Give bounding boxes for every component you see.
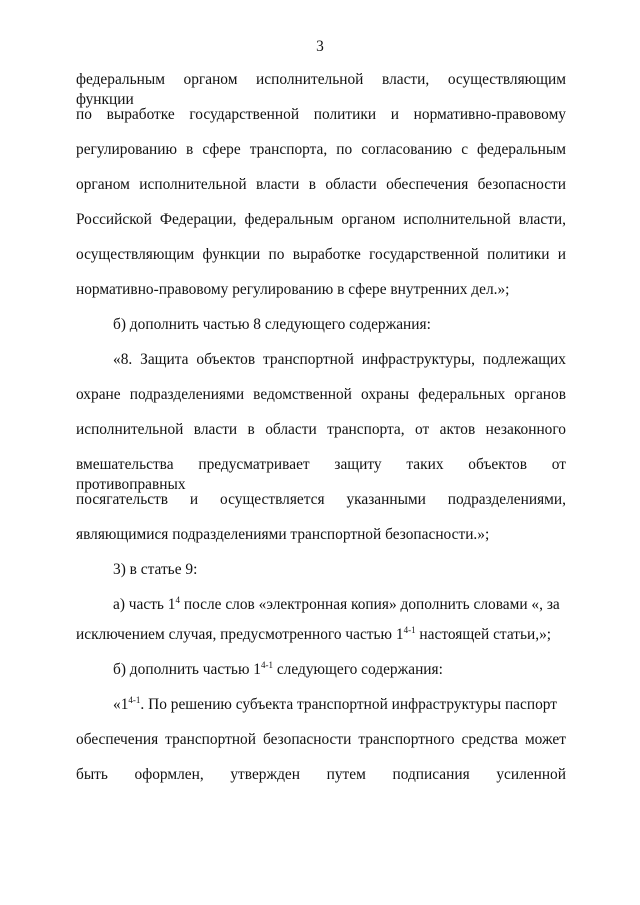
text-line: охране подразделениями ведомственной охраны федеральных органов — [76, 386, 566, 403]
text-line: осуществляющим функции по выработке государственной политики и — [76, 246, 566, 263]
text-fragment: б) дополнить частью 1 — [113, 661, 261, 678]
text-line: Российской Федерации, федеральным органом исполнительной власти, — [76, 211, 566, 228]
text-line: 3) в статье 9: — [113, 561, 198, 578]
text-line: нормативно-правовому регулированию в сфере внутренних дел.»; — [76, 281, 510, 298]
superscript: 4-1 — [403, 625, 416, 635]
text-line: регулированию в сфере транспорта, по согласованию с федеральным — [76, 141, 566, 158]
text-line: по выработке государственной политики и нормативно-правовому — [76, 106, 566, 123]
superscript: 4 — [175, 595, 180, 605]
superscript: 4-1 — [128, 695, 141, 705]
text-line: быть оформлен, утвержден путем подписания усиленной — [76, 766, 566, 783]
text-line — [113, 660, 566, 680]
text-fragment: после слов «электронная копия» дополнить словами «, за — [180, 596, 560, 613]
text-line: являющимися подразделениями транспортной безопасности.»; — [76, 526, 490, 543]
text-line: федеральным органом исполнительной власти, осуществляющим функции — [76, 71, 566, 108]
page-number: 3 — [316, 38, 324, 55]
text-line: вмешательства предусматривает защиту таких объектов от противоправных — [76, 456, 566, 493]
text-line: органом исполнительной власти в области обеспечения безопасности — [76, 176, 566, 193]
text-line: посягательств и осуществляется указанными подразделениями, — [76, 491, 566, 508]
text-fragment: следующего содержания: — [273, 661, 443, 678]
text-fragment: исключением случая, предусмотренного частью 1 — [76, 626, 404, 643]
text-line: обеспечения транспортной безопасности транспортного средства может — [76, 731, 566, 748]
text-fragment: настоящей статьи,»; — [415, 626, 552, 643]
text-line — [113, 595, 566, 615]
text-line — [113, 695, 566, 715]
text-fragment: а) часть 1 — [113, 596, 176, 613]
text-fragment: . По решению субъекта транспортной инфраструктуры паспорт — [140, 696, 557, 713]
text-fragment: «1 — [113, 696, 129, 713]
superscript: 4-1 — [261, 660, 273, 670]
text-line: «8. Защита объектов транспортной инфраструктуры, подлежащих — [113, 351, 566, 368]
text-line: исполнительной власти в области транспорта, от актов незаконного — [76, 421, 566, 438]
text-line — [76, 625, 566, 645]
text-line: б) дополнить частью 8 следующего содержания: — [113, 316, 431, 333]
